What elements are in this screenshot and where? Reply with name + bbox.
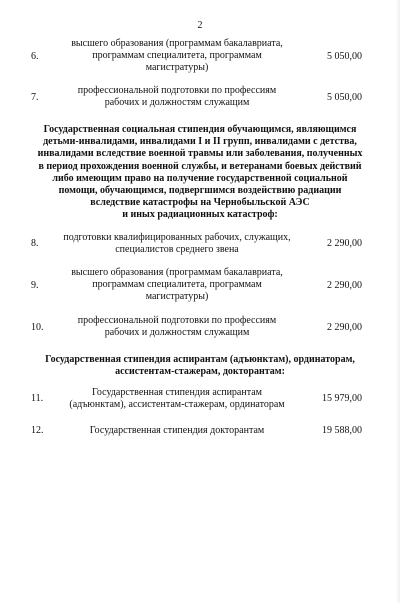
heading-line: Государственная стипендия аспирантам (адъюнктам), ординаторам, bbox=[45, 354, 355, 365]
row-description bbox=[62, 267, 292, 303]
description-line: подготовки квалифицированных рабочих, служащих, bbox=[63, 232, 291, 243]
table-row bbox=[0, 267, 400, 307]
description-line: высшего образования (программам бакалавриата, bbox=[71, 38, 283, 49]
description-line: (адъюнктам), ассистентам-стажерам, ординаторам bbox=[69, 399, 285, 410]
description-line: профессиональной подготовки по профессиям bbox=[77, 315, 277, 326]
row-number: 10. bbox=[31, 322, 44, 333]
description-line: рабочих и должностям служащим bbox=[104, 97, 250, 108]
row-description bbox=[62, 85, 292, 109]
row-number: 11. bbox=[31, 393, 44, 404]
section-heading bbox=[22, 354, 378, 378]
heading-line: ассистентам-стажерам, докторантам: bbox=[115, 366, 285, 378]
row-description bbox=[62, 425, 292, 437]
row-value: 5 050,00 bbox=[327, 92, 362, 103]
row-description bbox=[62, 232, 292, 256]
description-line: профессиональной подготовки по профессиям bbox=[77, 85, 277, 96]
heading-line: инвалидами вследствие военной травмы или заболевания, полученных bbox=[37, 148, 363, 160]
row-value: 19 588,00 bbox=[322, 425, 362, 436]
heading-line: вследствие катастрофы на Чернобыльской АЭС bbox=[90, 197, 310, 209]
heading-line: помощи, обучающимся, подвергшимся воздействию радиации bbox=[58, 185, 342, 197]
row-number: 9. bbox=[31, 280, 39, 291]
description-line: магистратуры) bbox=[145, 62, 209, 73]
table-row bbox=[0, 85, 400, 113]
table-row bbox=[0, 425, 400, 439]
table-row bbox=[0, 38, 400, 78]
row-description bbox=[62, 387, 292, 411]
row-value: 2 290,00 bbox=[327, 238, 362, 249]
heading-line: Государственная социальная стипендия обучающимся, являющимся bbox=[43, 124, 357, 135]
row-description bbox=[62, 315, 292, 339]
row-value: 5 050,00 bbox=[327, 51, 362, 62]
description-line: рабочих и должностям служащим bbox=[104, 327, 250, 338]
heading-line: и иных радиационных катастроф: bbox=[122, 209, 278, 221]
description-line: программам специалитета, программам bbox=[92, 279, 262, 290]
row-number: 6. bbox=[31, 51, 39, 62]
row-value: 2 290,00 bbox=[327, 280, 362, 291]
row-number: 7. bbox=[31, 92, 39, 103]
description-line: Государственная стипендия аспирантам bbox=[92, 387, 262, 398]
row-value: 15 979,00 bbox=[322, 393, 362, 404]
heading-line: либо имеющим право на получение государственной социальной bbox=[52, 172, 348, 184]
page-number: 2 bbox=[197, 20, 203, 31]
description-line: высшего образования (программам бакалавриата, bbox=[71, 267, 283, 278]
description-line: Государственная стипендия докторантам bbox=[89, 425, 265, 436]
description-line: магистратуры) bbox=[145, 291, 209, 302]
row-number: 12. bbox=[31, 425, 44, 436]
row-description bbox=[62, 38, 292, 74]
table-row bbox=[0, 387, 400, 415]
row-value: 2 290,00 bbox=[327, 322, 362, 333]
table-row bbox=[0, 315, 400, 343]
heading-line: детьми-инвалидами, инвалидами I и II групп, инвалидами с детства, bbox=[43, 136, 357, 148]
section-heading bbox=[22, 124, 378, 222]
heading-line: в период прохождения военной службы, и ветеранами боевых действий bbox=[38, 160, 362, 172]
row-number: 8. bbox=[31, 238, 39, 249]
description-line: программам специалитета, программам bbox=[92, 50, 262, 61]
description-line: специалистов среднего звена bbox=[115, 244, 239, 255]
table-row bbox=[0, 232, 400, 260]
